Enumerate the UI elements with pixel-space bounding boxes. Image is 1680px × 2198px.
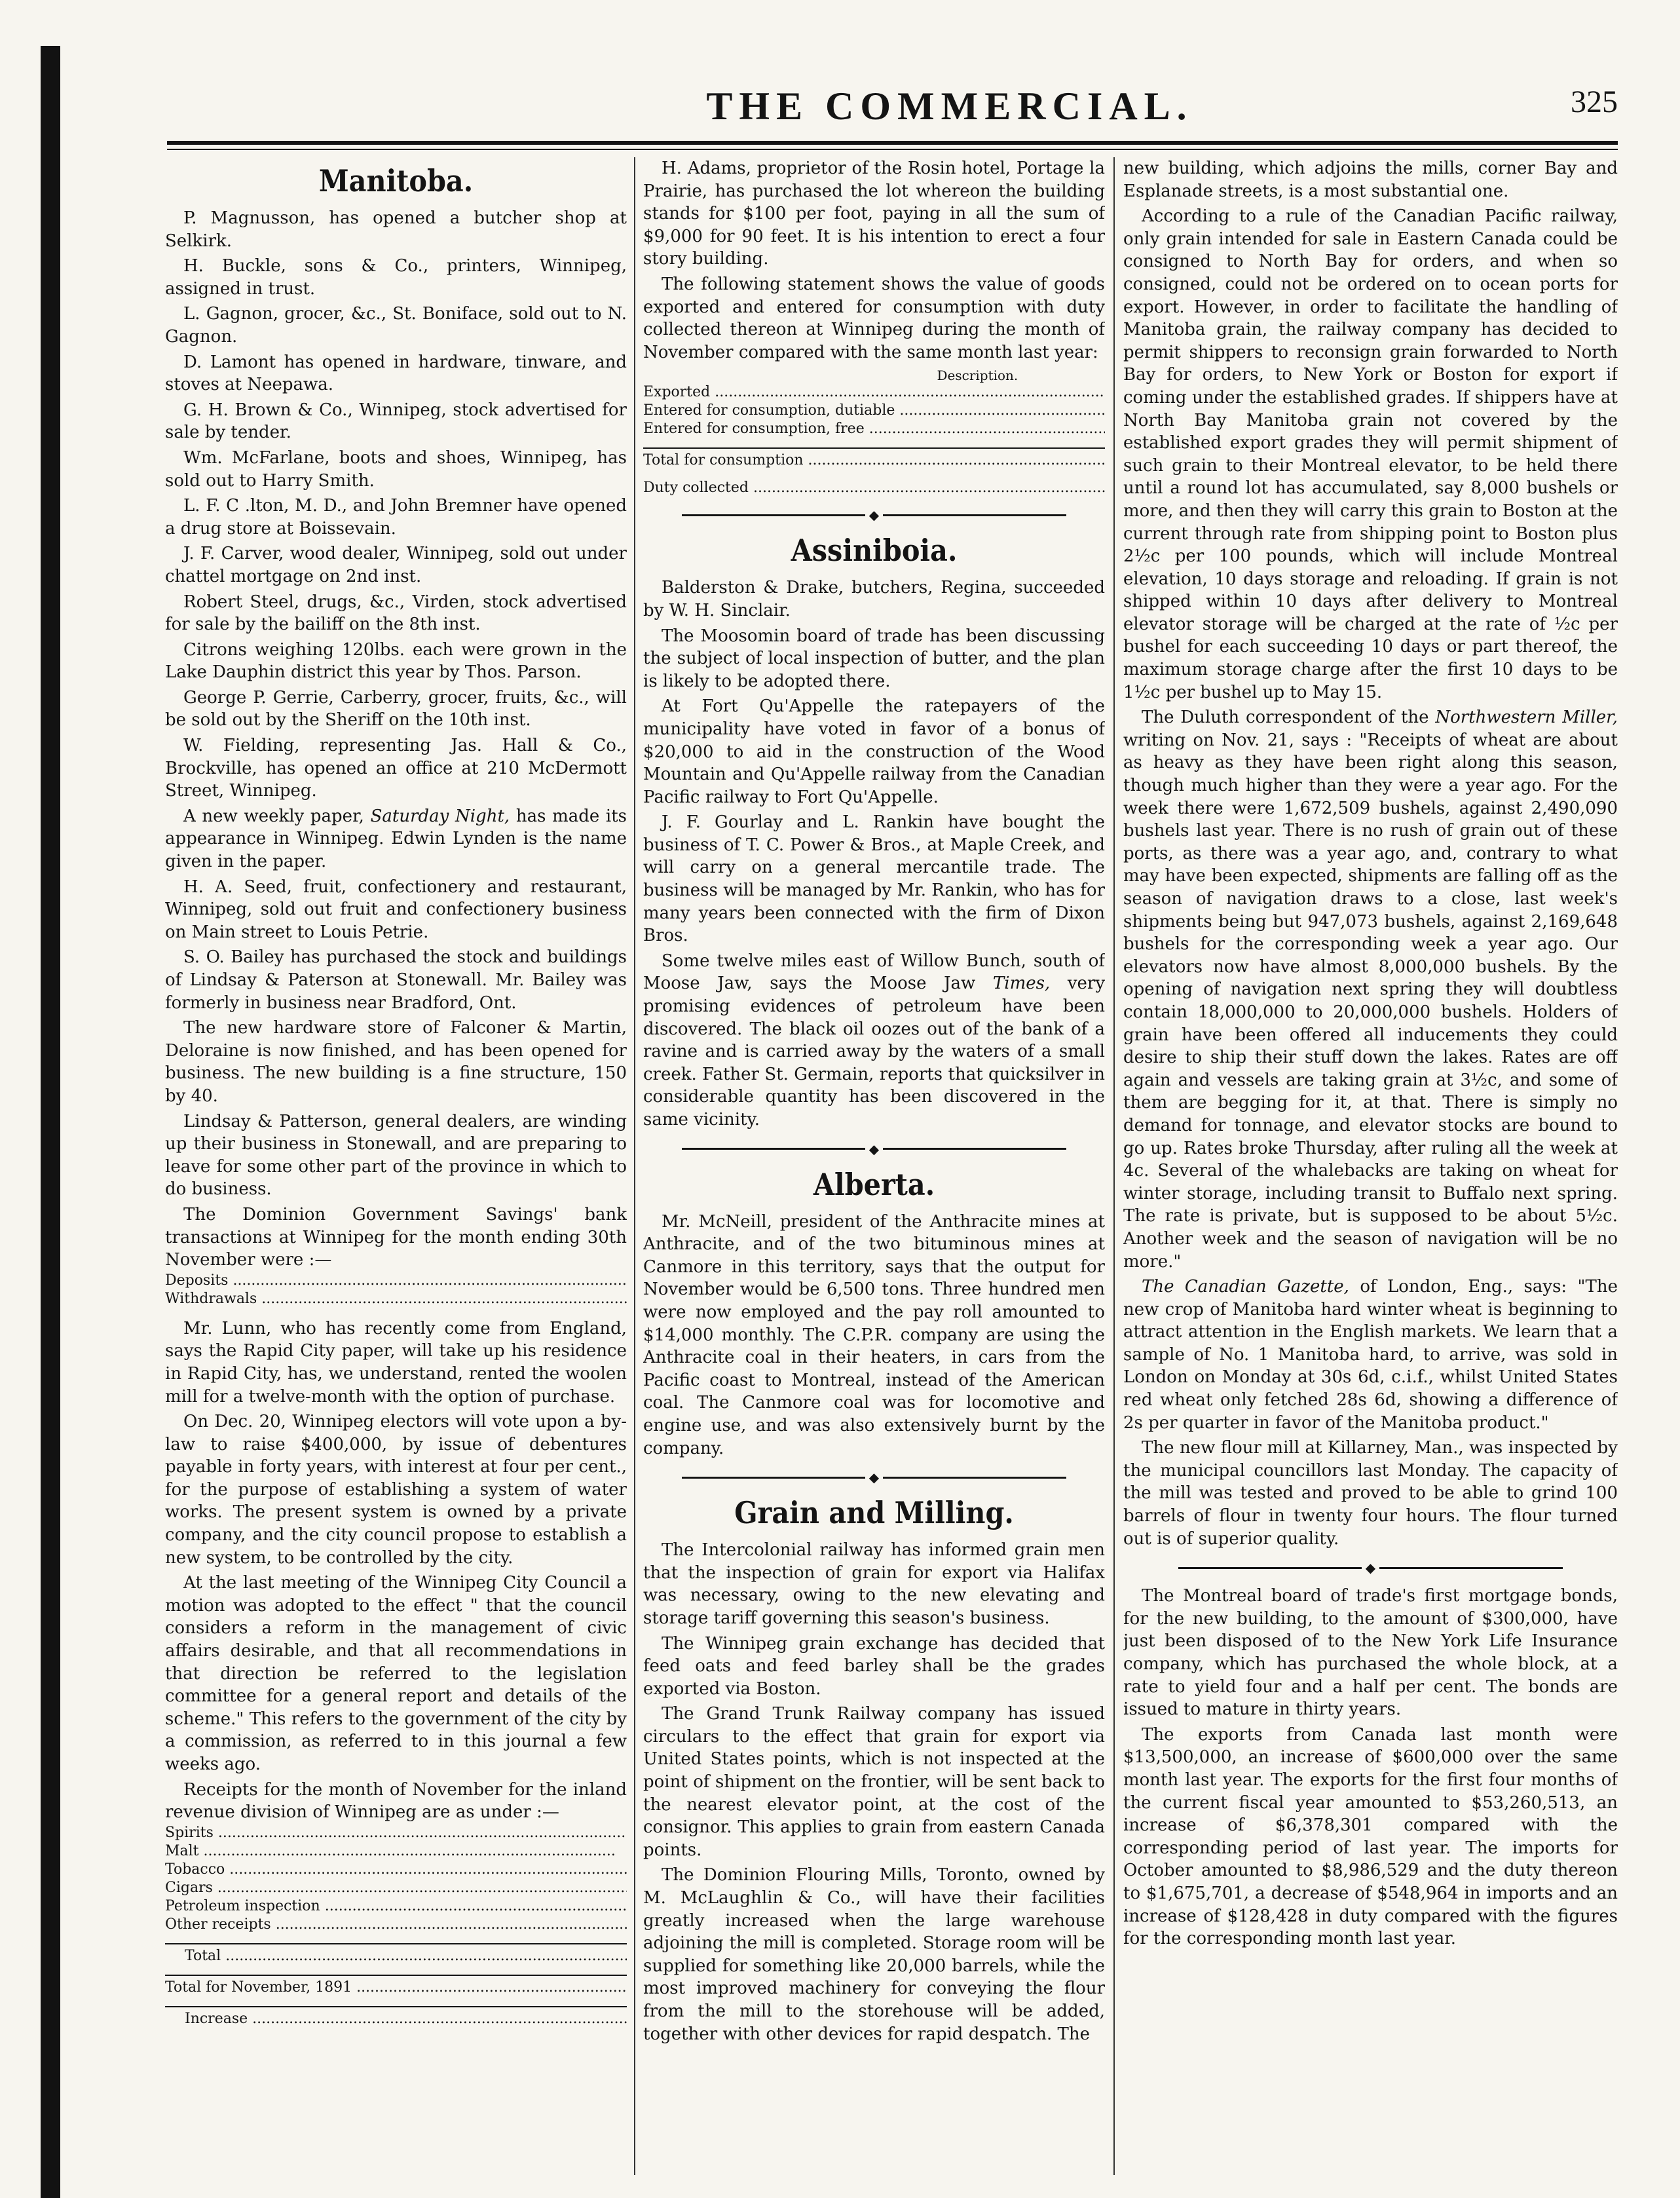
header-rule-thin <box>167 149 1618 150</box>
paper-title: Times, <box>992 974 1051 994</box>
table-row <box>165 1861 627 1879</box>
news-item: The exports from Canada last month were $13,500,000, an increase of $600,000 over the same month last year. The exports for the first four months of the current fiscal year amounted to $53,260,513, an increase of $6,378,301 compared with the corresponding period of last year. The imports for October amounted to $8,986,529 and the duty thereon to $1,675,701, a decrease of $548,964 in imports and an increase of $128,428 in duty compared with the figures for the corresponding month last year. <box>1123 1724 1618 1949</box>
news-item: The following statement shows the value of goods exported and entered for consumption with duty collected thereon at Winnipeg during the month of November compared with the same month last year: <box>643 274 1105 362</box>
section-heading-grain-and-milling: Grain and Milling. <box>734 1495 1014 1531</box>
text-run: Some twelve miles east of Willow Bunch, south of Moose Jaw, says the Moose Jaw <box>643 951 1105 994</box>
table-row <box>165 1916 627 1934</box>
column-divider <box>1113 157 1115 2175</box>
news-item: S. O. Bailey has purchased the stock and buildings of Lindsay & Paterson at Stonewall. Mr. Bailey was formerly in business near Bradford, Ont. <box>165 947 627 1013</box>
news-item: W. Fielding, representing Jas. Hall & Co., Brockville, has opened an office at 210 McDermott Street, Winnipeg. <box>165 736 627 801</box>
text-run: A new weekly paper, <box>183 806 364 826</box>
column-3 <box>1123 157 1618 2182</box>
row-label: Total for consumption ..... <box>643 448 1105 470</box>
page-edge-shadow <box>41 46 60 2198</box>
news-item: P. Magnusson, has opened a butcher shop at Selkirk. <box>165 208 627 251</box>
news-item: The new flour mill at Killarney, Man., was inspected by the municipal councillors last Monday. The capacity of the mill was tested and proved to be able to grind 100 barrels of flour in twenty four hours. The flour turned out is of superior quality. <box>1123 1438 1618 1549</box>
news-item: L. Gagnon, grocer, &c., St. Boniface, sold out to N. Gagnon. <box>165 304 627 347</box>
masthead: THE COMMERCIAL. <box>706 85 1193 128</box>
news-item: On Dec. 20, Winnipeg electors will vote upon a by-law to raise $400,000, by issue of debentures payable in forty years, with interest at four per cent., for the purpose of establishing a system of water works. The present system is owned by a private company, and the city council propose to establish a new system, to be controlled by the city. <box>165 1412 627 1568</box>
row-label: Malt ..... <box>165 1842 627 1861</box>
news-item: The Montreal board of trade's first mortgage bonds, for the new building, to the amount of $300,000, have just been disposed of to the New York Life Insurance company, which has purchased the whole block, at a rate to yield four and a half per cent. The bonds are issued to mature in thirty years. <box>1123 1586 1618 1720</box>
news-item: J. F. Gourlay and L. Rankin have bought the business of T. C. Power & Bros., at Maple Creek, and will carry on a general mercantile trade. The business will be managed by Mr. Rankin, who has for many years been connected with the firm of Dixon Bros. <box>643 812 1105 946</box>
news-item <box>643 950 1105 1131</box>
row-label: Tobacco ..... <box>165 1861 627 1879</box>
row-label: Total for November, 1891 ..... <box>165 1975 627 1997</box>
row-label: Cigars ..... <box>165 1879 627 1897</box>
row-label: Deposits ..... <box>165 1272 627 1290</box>
text-run: has made its appearance in Winnipeg. Edwin Lynden is the name given in the paper. <box>165 806 627 872</box>
text-run: writing on Nov. 21, says : "Receipts of wheat are about as heavy as they have been right along this season, though much higher than they were a year ago. For the week there were 1,672,509 bushels, against 2,490,090 bushels last year. There is no rush of grain out of these ports, as there was a year ago, and, contrary to what may have been expected, shipments are falling off as the season of navigation draws to a close, last week's shipments being but 947,073 bushels, against 2,169,648 bushels for the corresponding week a year ago. Our elevators now have almost 8,000,000 bushels. By the opening of navigation next spring they will doubtless contain 18,000,000 to 20,000,000 bushels. Holders of grain have been offered all inducements they could desire to ship their stuff down the lakes. Rates are off again and vessels are taking grain at 3½c, and some of them are begging for it, at that. There is simply no demand for tonnage, and elevator stocks are bound to go up. Rates broke Thursday, after ruling all the week at 4c. Several of the whalebacks are taking on wheat for winter storage, including transit to Buffalo next spring. The rate is private, but is supposed to be about 5½c. Another week and the season of navigation will be no more." <box>1123 730 1618 1272</box>
news-item <box>1123 1276 1618 1434</box>
news-item: J. F. Carver, wood dealer, Winnipeg, sold out under chattel mortgage on 2nd inst. <box>165 544 627 586</box>
text-run: of London, Eng., says: "The new crop of Manitoba hard winter wheat is beginning to attract attention in the English markets. We learn that a sample of No. 1 Manitoba hard, to arrive, was sold in London on Monday at 30s 6d, c.i.f., whilst United States red wheat only fetched 28s 6d, showing a difference of 2s per quarter in favor of the Manitoba product." <box>1123 1277 1618 1433</box>
news-item: George P. Gerrie, Carberry, grocer, fruits, &c., will be sold out by the Sheriff on the 10th inst. <box>165 687 627 730</box>
header-rule <box>167 141 1618 145</box>
news-item: The Winnipeg grain exchange has decided that feed oats and feed barley shall be the grades exported via Boston. <box>643 1633 1105 1699</box>
news-item: The Moosomin board of trade has been discussing the subject of local inspection of butter, and the plan is likely to be adopted there. <box>643 626 1105 691</box>
news-item: At Fort Qu'Appelle the ratepayers of the municipality have voted in favor of a bonus of $20,000 to aid in the construction of the Wood Mountain and Qu'Appelle railway from the Canadian Pacific railway to Fort Qu'Appelle. <box>643 696 1105 807</box>
section-ornament: ◆ <box>643 508 1105 521</box>
news-item <box>165 805 627 873</box>
inland-revenue-table <box>165 1824 627 2028</box>
news-item: The Intercolonial railway has informed grain men that the inspection of grain for export via Halifax was necessary, owing to the new elevating and storage tariff governing this season's business. <box>643 1540 1105 1628</box>
column-header: Description. <box>937 368 1018 384</box>
news-item: H. A. Seed, fruit, confectionery and restaurant, Winnipeg, sold out fruit and confectionery business on Main street to Louis Petrie. <box>165 877 627 942</box>
table-total-row <box>165 1975 627 1997</box>
news-item: Mr. Lunn, who has recently come from England, says the Rapid City paper, will take up his residence in Rapid City, has, we understand, rented the woolen mill for a twelve-month with the option of purchase. <box>165 1318 627 1407</box>
table-row <box>165 1842 627 1861</box>
news-item: Wm. McFarlane, boots and shoes, Winnipeg, has sold out to Harry Smith. <box>165 447 627 491</box>
paper-title: Saturday Night, <box>370 806 510 826</box>
news-item: The Dominion Government Savings' bank transactions at Winnipeg for the month ending 30th November were :— <box>165 1204 627 1270</box>
news-item-continued: new building, which adjoins the mills, corner Bay and Esplanade streets, is a most substantial one. <box>1123 159 1618 201</box>
table-row <box>165 1824 627 1842</box>
section-heading-alberta: Alberta. <box>813 1166 935 1202</box>
text-run: very promising evidences of petroleum have been discovered. The black oil oozes out of the bank of a ravine and is carried away by the waters of a small creek. Father St. Germain, reports that quicksilver in considerable quantity has been discovered in the same vicinity. <box>643 974 1105 1129</box>
row-label: Exported ..... <box>643 383 1105 402</box>
table-header-row <box>643 368 1105 383</box>
section-ornament: ◆ <box>1123 1561 1618 1574</box>
news-item: D. Lamont has opened in hardware, tinware, and stoves at Neepawa. <box>165 352 627 395</box>
column-2 <box>643 157 1105 2182</box>
table-row <box>643 402 1105 420</box>
news-item <box>1123 706 1618 1273</box>
row-label: Withdrawals ..... <box>165 1290 627 1308</box>
section-ornament: ◆ <box>643 1142 1105 1156</box>
row-label: Duty collected ..... <box>643 479 1105 497</box>
news-item: G. H. Brown & Co., Winnipeg, stock advertised for sale by tender. <box>165 400 627 443</box>
table-row <box>165 1897 627 1916</box>
news-item: According to a rule of the Canadian Pacific railway, only grain intended for sale in Eastern Canada could be consigned to North Bay for orders, and when so consigned, could not be ordered on to ocean ports for export. However, in order to facilitate the handling of Manitoba grain, the railway company has decided to permit shippers to reconsign grain forwarded to North Bay for orders, to New York or Boston for export if coming under the established grades. If shippers have at North Bay Manitoba grain not covered by the established export grades they will permit shipment of such grain to their Montreal elevator, to be held there until a round lot has accumulated, say 8,000 bushels or more, and then they will carry this grain to Boston at the current through rate from shipping point to Boston plus 2½c per 100 pounds, which will include Montreal elevation, 10 days storage and reloading. If grain is not shipped within 10 days after delivery to Montreal elevator storage will be charged at the rate of ½c per bushel for each succeeding 10 days or part thereof, the maximum storage charge after the first 10 days to be 1½c per bushel up to May 15. <box>1123 206 1618 702</box>
row-label: Entered for consumption, free ..... <box>643 420 1105 438</box>
text-run: The Duluth correspondent of the <box>1142 708 1429 728</box>
row-label: Entered for consumption, dutiable ..... <box>643 402 1105 420</box>
news-item: The Grand Trunk Railway company has issued circulars to the effect that grain for export via United States points, which is not inspected at the point of shipment on the frontier, will be sent back to the nearest elevator point, at the cost of the consignor. This applies to grain from eastern Canada points. <box>643 1704 1105 1860</box>
table-row <box>643 420 1105 438</box>
table-total-row <box>165 1944 627 1965</box>
news-item: Receipts for the month of November for the inland revenue division of Winnipeg are as under :— <box>165 1779 627 1823</box>
section-heading-manitoba: Manitoba. <box>318 163 474 199</box>
savings-bank-table <box>165 1272 627 1308</box>
customs-statement-table <box>643 368 1105 497</box>
page-number: 325 <box>1571 85 1618 119</box>
paper-title: The Canadian Gazette, <box>1142 1277 1349 1297</box>
table-row <box>165 1290 627 1308</box>
news-item: H. Adams, proprietor of the Rosin hotel, Portage la Prairie, has purchased the lot whereon the building stands for $100 per foot, paying in all the sum of $9,000 for 90 feet. It is his intention to erect a four story building. <box>643 159 1105 269</box>
news-item: Balderston & Drake, butchers, Regina, succeeded by W. H. Sinclair. <box>643 578 1105 620</box>
row-label: Spirits ..... <box>165 1824 627 1842</box>
news-item: The Dominion Flouring Mills, Toronto, owned by M. McLaughlin & Co., will have their facilities greatly increased when the large warehouse adjoining the mill is completed. Storage room will be supplied for something like 20,000 barrels, while the most improved machinery for conveying the flour from the mill to the storehouse will be added, together with other devices for rapid despatch. The <box>643 1865 1105 2044</box>
table-row <box>165 1879 627 1897</box>
paper-title: Northwestern Miller, <box>1435 708 1618 728</box>
row-label: Increase ..... <box>165 2007 627 2028</box>
section-heading-assiniboia: Assiniboia. <box>791 533 958 569</box>
news-item: Mr. McNeill, president of the Anthracite mines at Anthracite, and of the two bituminous mines at Canmore in this territory, says that the output for November would be 6,500 tons. Three hundred men were now employed and the pay roll amounted to $14,000 monthly. The C.P.R. company are using the Anthracite coal in their heaters, in cars from the Pacific coast to Montreal, instead of the American coal. The Canmore coal was for locomotive and engine use, and was also extensively burnt by the company. <box>643 1211 1105 1458</box>
row-label: Other receipts ..... <box>165 1916 627 1934</box>
news-item: H. Buckle, sons & Co., printers, Winnipeg, assigned in trust. <box>165 256 627 299</box>
row-label: Total ..... <box>165 1944 627 1965</box>
news-item: Lindsay & Patterson, general dealers, are winding up their business in Stonewall, and are preparing to leave for some other part of the province in which to do business. <box>165 1111 627 1200</box>
row-label: Petroleum inspection ..... <box>165 1897 627 1916</box>
news-item: At the last meeting of the Winnipeg City Council a motion was adopted to the effect " that the council considers a reform in the management of civic affairs desirable, and that all recommendations in that direction be referred to the legislation committee for a general report and details of the scheme." This refers to the government of the city by a commission, as referred to in this journal a few weeks ago. <box>165 1573 627 1774</box>
news-item: Citrons weighing 120lbs. each were grown in the Lake Dauphin district this year by Thos. Parson. <box>165 639 627 683</box>
news-item: The new hardware store of Falconer & Martin, Deloraine is now finished, and has been opened for business. The new building is a fine structure, 150 by 40. <box>165 1018 627 1106</box>
column-1 <box>165 157 627 2182</box>
news-item: Robert Steel, drugs, &c., Virden, stock advertised for sale by the bailiff on the 8th inst. <box>165 592 627 635</box>
section-ornament: ◆ <box>643 1470 1105 1484</box>
table-row <box>643 479 1105 497</box>
column-divider <box>634 157 635 2175</box>
table-total-row <box>643 448 1105 470</box>
table-total-row <box>165 2007 627 2028</box>
table-row <box>165 1272 627 1290</box>
news-item: L. F. C .lton, M. D., and John Bremner have opened a drug store at Boissevain. <box>165 496 627 539</box>
table-row <box>643 383 1105 402</box>
